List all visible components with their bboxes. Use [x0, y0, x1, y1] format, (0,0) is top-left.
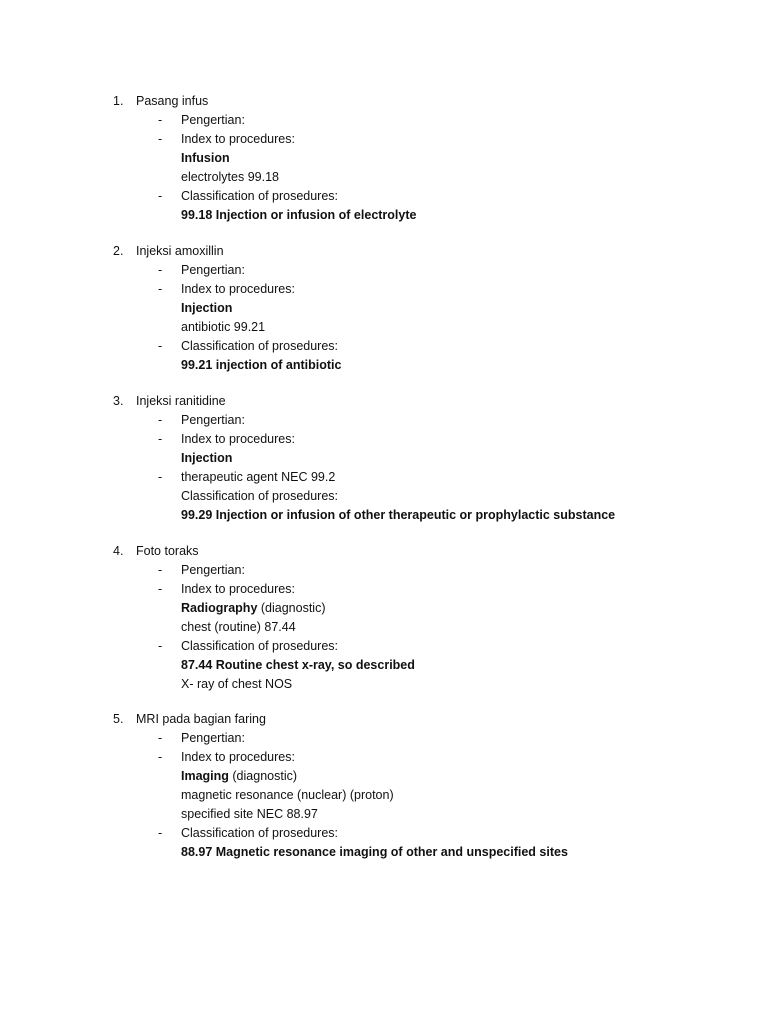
bullet-dash: - [158, 563, 163, 577]
index-term-suffix: (diagnostic) [228, 769, 298, 783]
index-label: Index to procedures: [181, 582, 295, 596]
index-label: Index to procedures: [181, 282, 295, 296]
index-sub: therapeutic agent NEC 99.2 [181, 470, 336, 484]
index-sub: electrolytes 99.18 [181, 170, 279, 184]
index-label: Index to procedures: [181, 432, 295, 446]
index-sub: antibiotic 99.21 [181, 320, 266, 334]
index-term-line [181, 767, 297, 786]
bullet-dash: - [158, 639, 163, 653]
item-title: MRI pada bagian faring [136, 712, 266, 726]
item-number: 1. [113, 94, 124, 108]
index-term: Imaging [181, 769, 229, 783]
item-title: Injeksi amoxillin [136, 244, 224, 258]
bullet-dash: - [158, 731, 163, 745]
classification-value: 99.21 injection of antibiotic [181, 358, 342, 372]
classification-label: Classification of prosedures: [181, 339, 339, 353]
classification-label: Classification of prosedures: [181, 489, 339, 503]
bullet-dash: - [158, 582, 163, 596]
classification-value: 99.29 Injection or infusion of other therapeutic or prophylactic substance [181, 508, 616, 522]
item-title: Injeksi ranitidine [136, 394, 226, 408]
index-term: Injection [181, 451, 233, 465]
item-number: 3. [113, 394, 124, 408]
bullet-dash: - [158, 826, 163, 840]
bullet-dash: - [158, 282, 163, 296]
classification-label: Classification of prosedures: [181, 639, 339, 653]
pengertian-label: Pengertian: [181, 263, 245, 277]
bullet-dash: - [158, 189, 163, 203]
pengertian-label: Pengertian: [181, 563, 245, 577]
bullet-dash: - [158, 470, 163, 484]
index-sub: magnetic resonance (nuclear) (proton) [181, 788, 394, 802]
index-term: Infusion [181, 151, 230, 165]
classification-value: 99.18 Injection or infusion of electrolyte [181, 208, 417, 222]
index-label: Index to procedures: [181, 750, 295, 764]
item-number: 4. [113, 544, 124, 558]
classification-extra: X- ray of chest NOS [181, 677, 293, 691]
index-sub-2: specified site NEC 88.97 [181, 807, 318, 821]
item-number: 2. [113, 244, 124, 258]
index-term-line [181, 599, 326, 618]
classification-label: Classification of prosedures: [181, 826, 339, 840]
bullet-dash: - [158, 132, 163, 146]
pengertian-label: Pengertian: [181, 413, 245, 427]
index-term: Injection [181, 301, 233, 315]
bullet-dash: - [158, 263, 163, 277]
classification-value: 88.97 Magnetic resonance imaging of other and unspecified sites [181, 845, 568, 859]
index-term-suffix: (diagnostic) [257, 601, 326, 615]
index-label: Index to procedures: [181, 132, 295, 146]
item-number: 5. [113, 712, 124, 726]
bullet-dash: - [158, 113, 163, 127]
pengertian-label: Pengertian: [181, 113, 245, 127]
bullet-dash: - [158, 432, 163, 446]
item-title: Foto toraks [136, 544, 199, 558]
classification-label: Classification of prosedures: [181, 189, 339, 203]
bullet-dash: - [158, 750, 163, 764]
classification-value: 87.44 Routine chest x-ray, so described [181, 658, 415, 672]
bullet-dash: - [158, 413, 163, 427]
item-title: Pasang infus [136, 94, 209, 108]
index-sub: chest (routine) 87.44 [181, 620, 296, 634]
bullet-dash: - [158, 339, 163, 353]
pengertian-label: Pengertian: [181, 731, 245, 745]
index-term: Radiography [181, 601, 258, 615]
